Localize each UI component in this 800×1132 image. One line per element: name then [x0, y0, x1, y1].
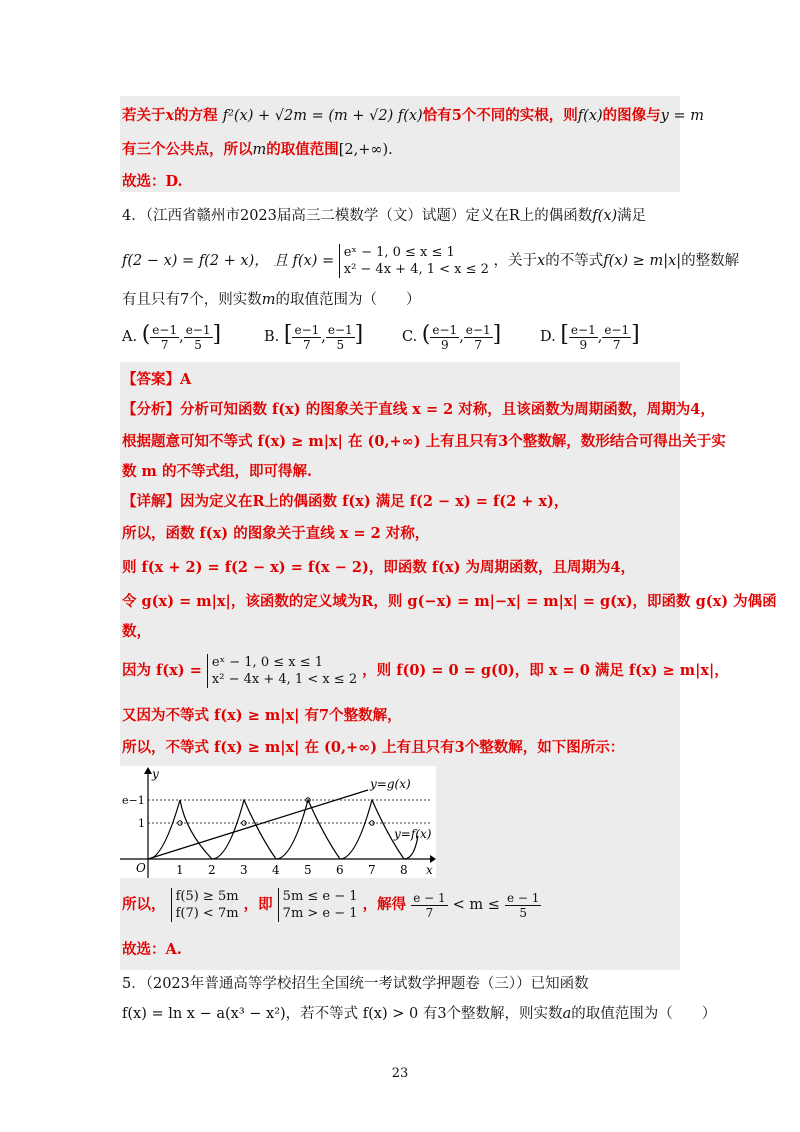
piecewise-brace: eˣ − 1, 0 ≤ x ≤ 1 x² − 4x + 4, 1 < x ≤ 2 — [339, 244, 489, 278]
x-tick-4: 4 — [272, 863, 280, 877]
question5-body: f(x) = ln x − a(x³ − x²)，若不等式 f(x) > 0 有3个整数解，则实数a的取值范围为（ ） — [122, 1006, 717, 1022]
answer4-detail-7: 又因为不等式 f(x) ≥ m|x| 有7个整数解， — [122, 707, 402, 724]
g-label: y=g(x) — [370, 777, 411, 791]
answer4-choice: 故选：A. — [122, 941, 182, 958]
function-graph — [118, 766, 436, 878]
question4-condition: f(2 − x) = f(2 + x)， 且 f(x) = eˣ − 1, 0 ≤ x ≤ 1 x² − 4x + 4, 1 < x ≤ 2 ，关于x的不等式f(x) ≥ m|x|的整数解 — [122, 245, 740, 277]
x-tick-2: 2 — [208, 863, 216, 877]
system-1: f(5) ≥ 5m f(7) < 7m — [171, 888, 239, 922]
x-tick-8: 8 — [400, 863, 408, 877]
question4-line3: 有且只有7个，则实数m的取值范围为（ ） — [122, 292, 421, 308]
origin-label: O — [136, 861, 146, 875]
question4-header: 4．（江西省赣州市2023届高三二模数学（文）试题）定义在R上的偶函数f(x)满足 — [122, 208, 647, 224]
x-tick-6: 6 — [336, 863, 344, 877]
system-2: 5m ≤ e − 1 7m > e − 1 — [278, 888, 358, 922]
answer4-answer: 【答案】A — [122, 371, 192, 388]
answer4-detail-2: 所以，函数 f(x) 的图象关于直线 x = 2 对称， — [122, 525, 430, 542]
question5-header: 5．（2023年普通高等学校招生全国统一考试数学押题卷（三））已知函数 — [122, 976, 589, 992]
x-tick-5: 5 — [304, 863, 312, 877]
answer4-detail-3: 则 f(x + 2) = f(2 − x) = f(x − 2)，即函数 f(x) 为周期函数，且周期为4， — [122, 559, 636, 576]
y-axis-label: y — [152, 767, 159, 781]
answer3-line2: 有三个公共点，所以m的取值范围[2,+∞). — [122, 141, 393, 158]
option-a[interactable]: A. ( $\frac{e-1}{7}$ , $\frac{e-1}{5}$ ] — [122, 322, 222, 352]
answer4-detail-8: 所以，不等式 f(x) ≥ m|x| 在 (0,+∞) 上有且只有3个整数解，如下图所示： — [122, 739, 625, 756]
answer3-line1: 若关于x的方程 f²(x) + √2m = (m + √2) f(x)恰有5个不同的实根，则f(x)的图像与y = m — [122, 107, 704, 124]
answer4-analysis-1: 【分析】分析可知函数 f(x) 的图象关于直线 x = 2 对称，且该函数为周期函数，周期为4， — [122, 401, 715, 418]
y-tick-1: 1 — [138, 817, 145, 830]
answer4-detail-6: 因为 f(x) = eˣ − 1, 0 ≤ x ≤ 1 x² − 4x + 4, 1 < x ≤ 2 ，则 f(0) = 0 = g(0)，即 x = 0 满足 f(x) ≥ m|x|， — [122, 655, 729, 687]
answer4-detail-5: 数， — [122, 623, 151, 640]
x-tick-3: 3 — [240, 863, 248, 877]
option-c[interactable]: C. ( $\frac{e-1}{9}$ , $\frac{e-1}{7}$ ] — [402, 322, 502, 352]
f-label: y=f(x) — [394, 827, 432, 841]
answer4-detail-1: 【详解】因为定义在R上的偶函数 f(x) 满足 f(2 − x) = f(2 + x)， — [122, 493, 569, 510]
answer4-final: 所以， f(5) ≥ 5m f(7) < 7m ，即 5m ≤ e − 1 7m > e − 1 ，解得 $\frac{e - 1}{7}$ < m ≤ $\frac{e - 1}{5}$ — [122, 889, 540, 921]
answer4-analysis-3: 数 m 的不等式组，即可得解. — [122, 463, 312, 480]
answer3-choice: 故选：D. — [122, 173, 183, 190]
answer4-detail-4: 令 g(x) = m|x|，该函数的定义域为R，则 g(−x) = m|−x| = m|x| = g(x)，即函数 g(x) 为偶函 — [122, 593, 777, 610]
option-b[interactable]: B. [ $\frac{e-1}{7}$ , $\frac{e-1}{5}$ ] — [264, 322, 364, 352]
x-tick-7: 7 — [368, 863, 376, 877]
option-d[interactable]: D. [ $\frac{e-1}{9}$ , $\frac{e-1}{7}$ ] — [540, 322, 640, 352]
piecewise-brace-2: eˣ − 1, 0 ≤ x ≤ 1 x² − 4x + 4, 1 < x ≤ 2 — [207, 654, 357, 688]
y-tick-e-1: e−1 — [122, 794, 145, 807]
page-number: 23 — [391, 1066, 409, 1081]
x-axis-label: x — [426, 863, 433, 877]
x-tick-1: 1 — [176, 863, 184, 877]
answer4-analysis-2: 根据题意可知不等式 f(x) ≥ m|x| 在 (0,+∞) 上有且只有3个整数解，数形结合可得出关于实 — [122, 433, 726, 450]
